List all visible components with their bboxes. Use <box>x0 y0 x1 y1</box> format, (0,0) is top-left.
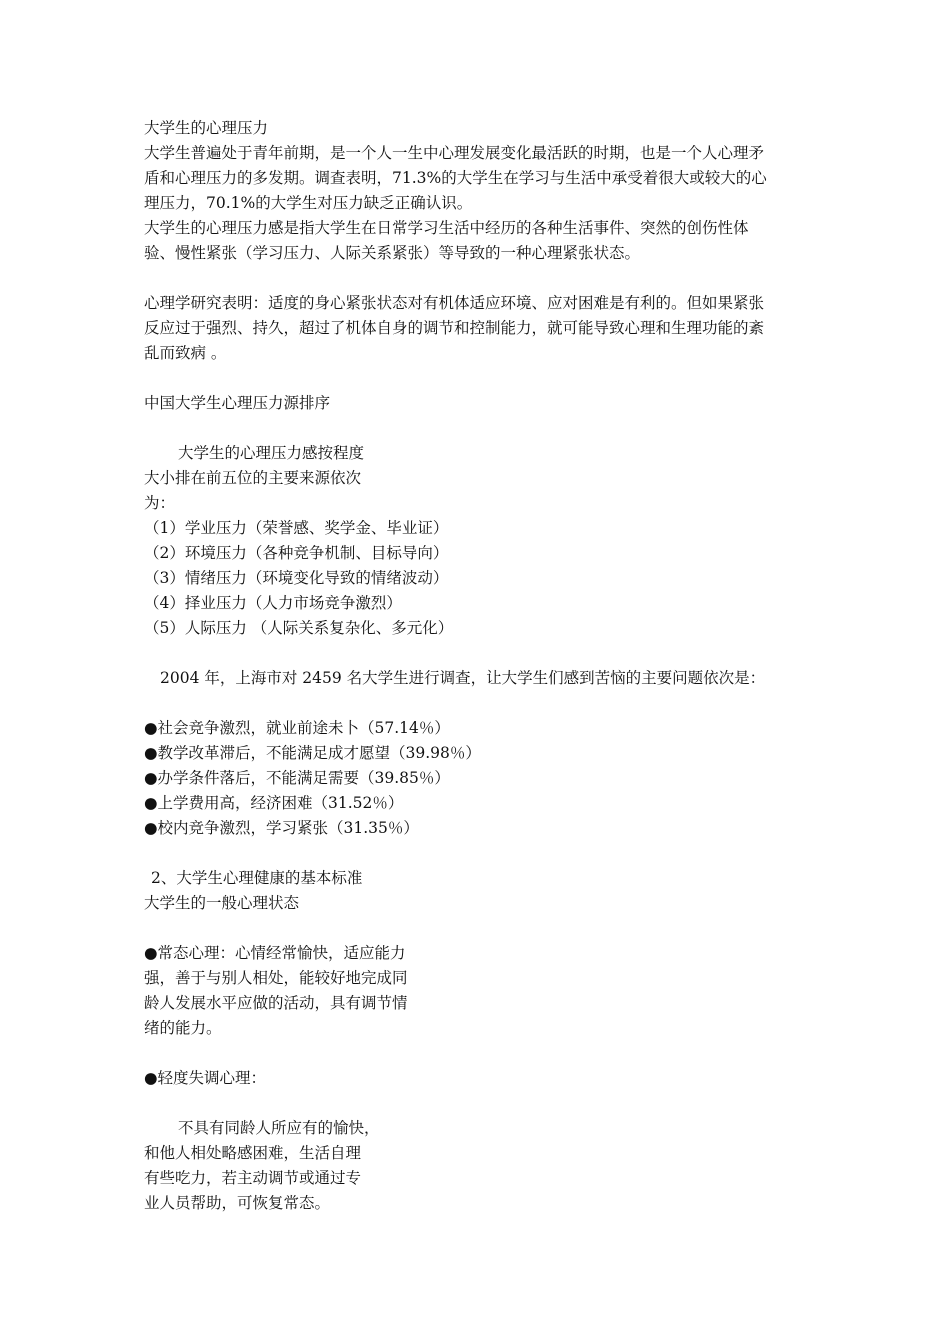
rank-heading: 中国大学生心理压力源排序 <box>144 394 331 412</box>
intro-line-3: 理压力，70.1%的大学生对压力缺乏正确认识。 <box>144 194 473 212</box>
mild-title: ●轻度失调心理： <box>144 1069 267 1087</box>
normal-line-1: ●常态心理：心情经常愉快，适应能力 <box>144 944 406 962</box>
section2-title: 2、大学生心理健康的基本标准 <box>151 869 363 887</box>
survey-item-1: ●社会竞争激烈，就业前途未卜（57.14％） <box>144 719 450 737</box>
rank-intro-line-2: 大小排在前五位的主要来源依次 <box>144 469 362 487</box>
survey-item-2: ●教学改革滞后，不能满足成才愿望（39.98％） <box>144 744 481 762</box>
doc-title: 大学生的心理压力 <box>144 119 269 137</box>
mild-line-4: 业人员帮助，可恢复常态。 <box>144 1194 331 1212</box>
normal-line-3: 龄人发展水平应做的活动，具有调节情 <box>144 994 408 1012</box>
research-line-2: 反应过于强烈、持久，超过了机体自身的调节和控制能力，就可能导致心理和生理功能的紊 <box>144 319 765 337</box>
intro-line-5: 验、慢性紧张（学习压力、人际关系紧张）等导致的一种心理紧张状态。 <box>144 244 641 262</box>
research-line-1: 心理学研究表明：适度的身心紧张状态对有机体适应环境、应对困难是有利的。但如果紧张 <box>144 294 765 312</box>
rank-item-4: （4）择业压力（人力市场竞争激烈） <box>144 594 402 612</box>
survey-item-4: ●上学费用高，经济困难（31.52％） <box>144 794 404 812</box>
intro-line-1: 大学生普遍处于青年前期，是一个人一生中心理发展变化最活跃的时期，也是一个人心理矛 <box>144 144 765 162</box>
mild-line-2: 和他人相处略感困难，生活自理 <box>144 1144 362 1162</box>
rank-intro-line-1: 大学生的心理压力感按程度 <box>178 444 365 462</box>
rank-item-3: （3）情绪压力（环境变化导致的情绪波动） <box>144 569 449 587</box>
normal-line-2: 强，善于与别人相处，能较好地完成同 <box>144 969 408 987</box>
rank-item-5: （5）人际压力 （人际关系复杂化、多元化） <box>144 619 454 637</box>
survey-item-3: ●办学条件落后，不能满足需要（39.85％） <box>144 769 450 787</box>
rank-item-1: （1）学业压力（荣誉感、奖学金、毕业证） <box>144 519 449 537</box>
mild-line-3: 有些吃力，若主动调节或通过专 <box>144 1169 362 1187</box>
intro-line-2: 盾和心理压力的多发期。调查表明，71.3%的大学生在学习与生活中承受着很大或较大的心 <box>144 169 767 187</box>
section2-subtitle: 大学生的一般心理状态 <box>144 894 300 912</box>
mild-line-1: 不具有同龄人所应有的愉快， <box>178 1119 380 1137</box>
rank-intro-line-3: 为： <box>144 494 176 512</box>
rank-item-2: （2）环境压力（各种竞争机制、目标导向） <box>144 544 449 562</box>
intro-line-4: 大学生的心理压力感是指大学生在日常学习生活中经历的各种生活事件、突然的创伤性体 <box>144 219 749 237</box>
survey-item-5: ●校内竞争激烈，学习紧张（31.35％） <box>144 819 419 837</box>
research-line-3: 乱而致病 。 <box>144 344 227 362</box>
survey-intro: 2004 年，上海市对 2459 名大学生进行调查，让大学生们感到苦恼的主要问题依次是： <box>160 669 766 687</box>
normal-line-4: 绪的能力。 <box>144 1019 222 1037</box>
